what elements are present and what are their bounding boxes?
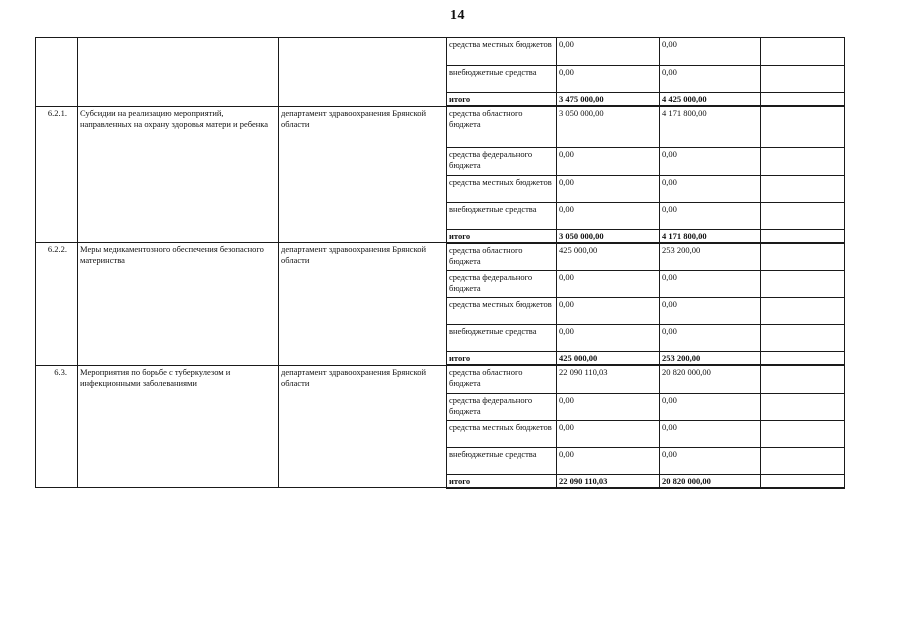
item-responsible: [279, 38, 447, 107]
funding-source: средства федерального бюджета: [447, 147, 557, 175]
funding-source: средства местных бюджетов: [447, 38, 557, 66]
value-2015: 0,00: [660, 271, 761, 298]
program-table: [35, 37, 845, 489]
value-2015: 0,00: [660, 447, 761, 474]
funding-source: средства местных бюджетов: [447, 298, 557, 325]
total-label: итого: [447, 352, 557, 366]
table-row: [36, 106, 845, 147]
value-2015: 253 200,00: [660, 243, 761, 271]
value-2014: 0,00: [557, 175, 660, 202]
funding-source: средства областного бюджета: [447, 243, 557, 271]
item-number: 6.2.2.: [36, 243, 78, 366]
funding-source: средства федерального бюджета: [447, 393, 557, 420]
item-responsible: департамент здравоохранения Брянской области: [279, 106, 447, 243]
value-extra: [761, 243, 845, 271]
table-row: [36, 243, 845, 271]
table-row: [36, 38, 845, 66]
funding-source: средства федерального бюджета: [447, 271, 557, 298]
item-name: Мероприятия по борьбе с туберкулезом и инфекционными заболеваниями: [78, 365, 279, 488]
item-responsible: департамент здравоохранения Брянской области: [279, 365, 447, 488]
value-2014: 0,00: [557, 420, 660, 447]
funding-source: средства областного бюджета: [447, 106, 557, 147]
item-number: [36, 38, 78, 107]
total-extra: [761, 474, 845, 488]
value-2014: 0,00: [557, 325, 660, 352]
funding-source: средства областного бюджета: [447, 365, 557, 393]
total-label: итого: [447, 474, 557, 488]
value-2014: 0,00: [557, 38, 660, 66]
total-2015: 4 171 800,00: [660, 229, 761, 243]
value-2014: 0,00: [557, 393, 660, 420]
funding-source: внебюджетные средства: [447, 447, 557, 474]
item-name: Меры медикаментозного обеспечения безопасного материнства: [78, 243, 279, 366]
total-extra: [761, 352, 845, 366]
value-extra: [761, 365, 845, 393]
total-label: итого: [447, 229, 557, 243]
funding-source: внебюджетные средства: [447, 66, 557, 93]
value-2014: 0,00: [557, 447, 660, 474]
value-extra: [761, 447, 845, 474]
funding-source: внебюджетные средства: [447, 325, 557, 352]
funding-source: средства местных бюджетов: [447, 420, 557, 447]
table-row: [36, 365, 845, 393]
total-extra: [761, 93, 845, 107]
item-number: 6.3.: [36, 365, 78, 488]
funding-source: внебюджетные средства: [447, 202, 557, 229]
value-2014: 0,00: [557, 202, 660, 229]
value-2015: 0,00: [660, 420, 761, 447]
total-2014: 3 475 000,00: [557, 93, 660, 107]
value-2014: 0,00: [557, 66, 660, 93]
value-extra: [761, 271, 845, 298]
value-2015: 0,00: [660, 298, 761, 325]
total-extra: [761, 229, 845, 243]
value-2014: 0,00: [557, 298, 660, 325]
value-extra: [761, 202, 845, 229]
value-extra: [761, 325, 845, 352]
value-2015: 0,00: [660, 393, 761, 420]
value-extra: [761, 393, 845, 420]
value-extra: [761, 298, 845, 325]
value-2015: 0,00: [660, 175, 761, 202]
funding-source: средства местных бюджетов: [447, 175, 557, 202]
value-extra: [761, 38, 845, 66]
value-2015: 0,00: [660, 38, 761, 66]
item-name: [78, 38, 279, 107]
value-2014: 0,00: [557, 271, 660, 298]
value-extra: [761, 66, 845, 93]
page-number: 14: [450, 8, 465, 23]
value-2015: 0,00: [660, 147, 761, 175]
total-2014: 425 000,00: [557, 352, 660, 366]
value-2014: 425 000,00: [557, 243, 660, 271]
value-extra: [761, 420, 845, 447]
total-label: итого: [447, 93, 557, 107]
value-2015: 0,00: [660, 202, 761, 229]
value-2014: 3 050 000,00: [557, 106, 660, 147]
total-2015: 4 425 000,00: [660, 93, 761, 107]
total-2015: 20 820 000,00: [660, 474, 761, 488]
total-2014: 3 050 000,00: [557, 229, 660, 243]
value-extra: [761, 106, 845, 147]
value-2015: 20 820 000,00: [660, 365, 761, 393]
total-2015: 253 200,00: [660, 352, 761, 366]
value-2014: 22 090 110,03: [557, 365, 660, 393]
value-extra: [761, 175, 845, 202]
item-number: 6.2.1.: [36, 106, 78, 243]
value-2014: 0,00: [557, 147, 660, 175]
total-2014: 22 090 110,03: [557, 474, 660, 488]
value-2015: 4 171 800,00: [660, 106, 761, 147]
value-2015: 0,00: [660, 325, 761, 352]
item-name: Субсидии на реализацию мероприятий, направленных на охрану здоровья матери и ребенка: [78, 106, 279, 243]
item-responsible: департамент здравоохранения Брянской области: [279, 243, 447, 366]
value-2015: 0,00: [660, 66, 761, 93]
value-extra: [761, 147, 845, 175]
